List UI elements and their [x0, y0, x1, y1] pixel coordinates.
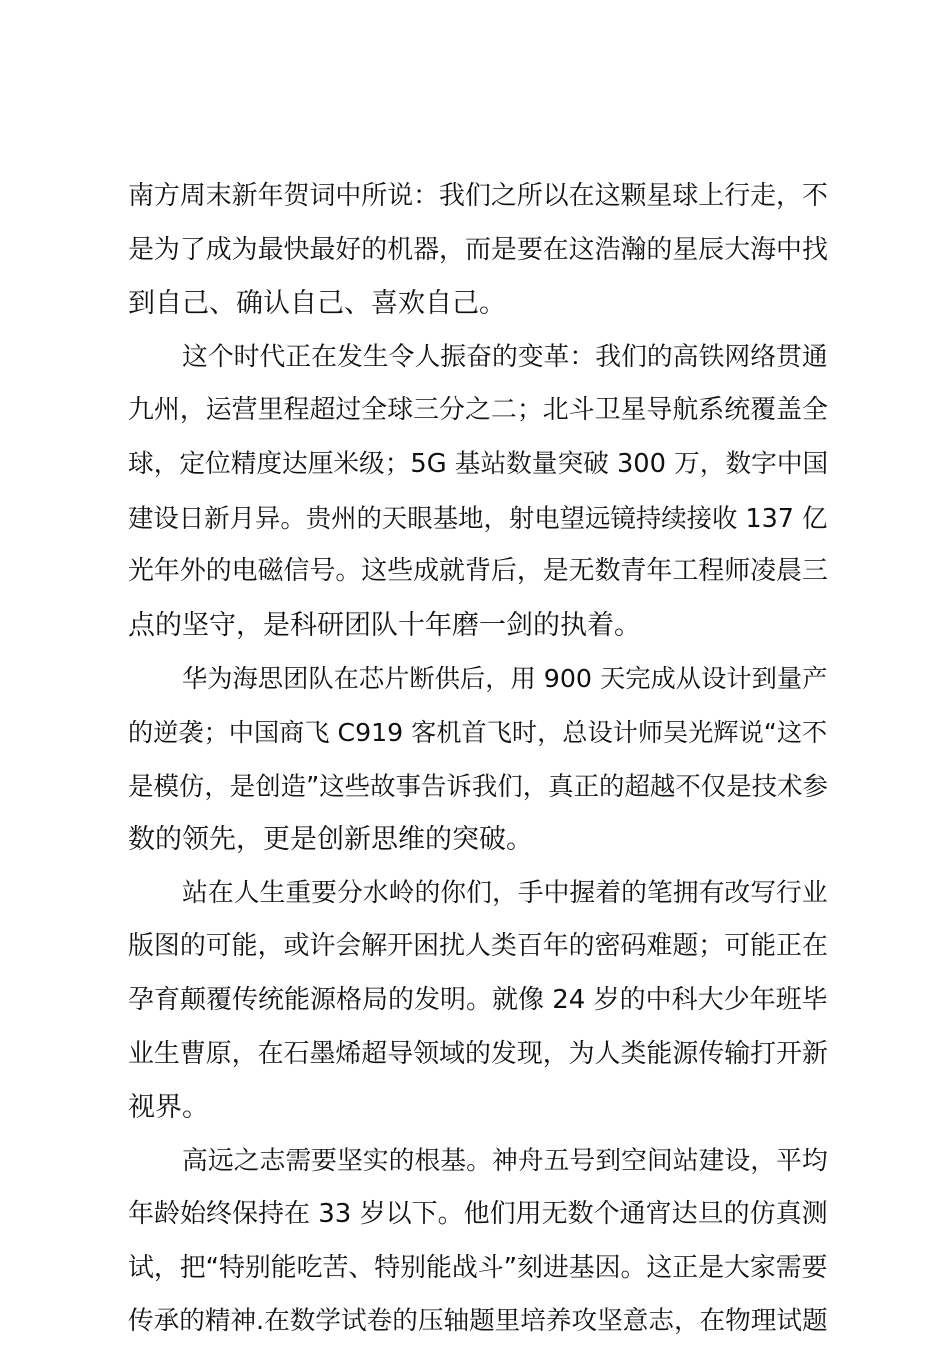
text-line: 南方周末新年贺词中所说：我们之所以在这颗星球上行走，不 — [128, 181, 828, 211]
text-line: 年龄始终保持在 33 岁以下。他们用无数个通宵达旦的仿真测 — [128, 1199, 828, 1230]
text-line: 建设日新月异。贵州的天眼基地，射电望远镜持续接收 137 亿 — [128, 502, 828, 533]
text-line: 传承的精神.在数学试卷的压轴题里培养攻坚意志，在物理试题 — [128, 1306, 828, 1337]
text-line: 版图的可能，或许会解开困扰人类百年的密码难题；可能正在 — [128, 931, 828, 962]
paragraph-start-line: 站在人生重要分水岭的你们，手中握着的笔拥有改写行业 — [182, 877, 828, 908]
body-text — [128, 170, 828, 1349]
text-line: 业生曹原，在石墨烯超导领域的发现，为人类能源传输打开新 — [128, 1038, 828, 1069]
text-line: 孕育颠覆传统能源格局的发明。就像 24 岁的中科大少年班毕 — [128, 984, 828, 1015]
text-line: 是为了成为最快最好的机器，而是要在这浩瀚的星辰大海中找 — [128, 234, 828, 265]
text-line: 光年外的电磁信号。这些成就背后，是无数青年工程师凌晨三 — [128, 556, 828, 587]
text-line: 是模仿，是创造”这些故事告诉我们，真正的超越不仅是技术参 — [128, 770, 828, 801]
text-line: 点的坚守，是科研团队十年磨一剑的执着。 — [128, 609, 641, 641]
text-line: 球，定位精度达厘米级；5G 基站数量突破 300 万，数字中国 — [128, 448, 829, 479]
text-line: 视界。 — [128, 1092, 209, 1124]
paragraph-start-line: 高远之志需要坚实的根基。神舟五号到空间站建设，平均 — [182, 1145, 828, 1176]
text-line: 的逆袭；中国商飞 C919 客机首飞时，总设计师吴光辉说“这不 — [128, 717, 828, 747]
paragraph-start-line: 华为海思团队在芯片断供后，用 900 天完成从设计到量产 — [182, 664, 828, 694]
text-line: 到自己、确认自己、喜欢自己。 — [128, 288, 506, 320]
paragraph-start-line: 这个时代正在发生令人振奋的变革：我们的高铁网络贯通 — [182, 341, 828, 372]
text-line: 数的领先，更是创新思维的突破。 — [128, 824, 533, 856]
text-line: 试，把“特别能吃苦、特别能战斗”刻进基因。这正是大家需要 — [128, 1252, 828, 1283]
text-line: 九州，运营里程超过全球三分之二；北斗卫星导航系统覆盖全 — [128, 395, 828, 426]
